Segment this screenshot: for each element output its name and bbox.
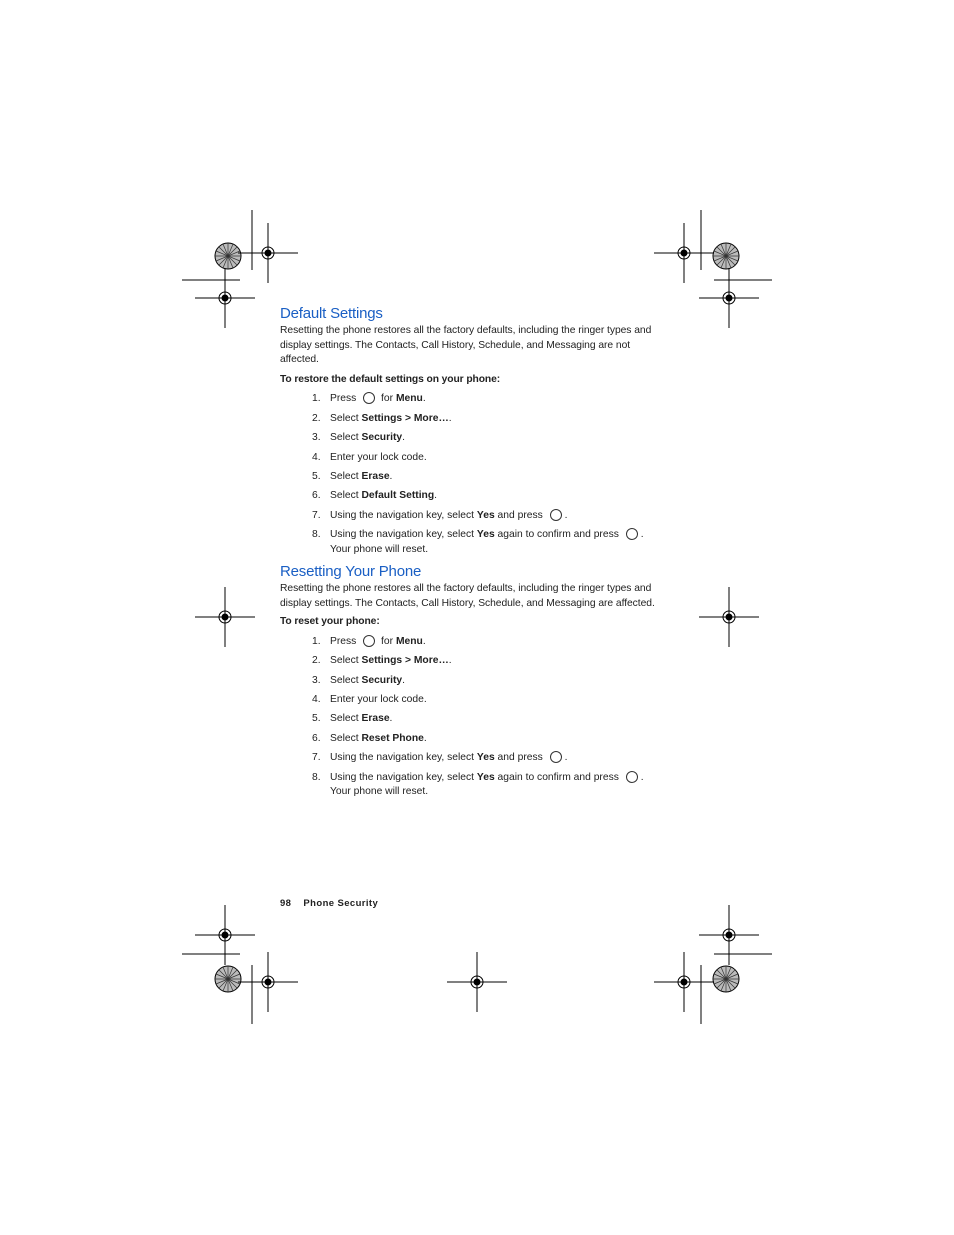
- step-number: 6.: [312, 490, 321, 502]
- ok-key-icon: [626, 771, 638, 783]
- step-text: for: [378, 635, 396, 647]
- step-text: Select: [330, 490, 362, 502]
- list-item: [280, 635, 670, 650]
- section-intro: Resetting the phone restores all the factory defaults, including the ringer types and display settings. The Contacts, Call History, Schedule, and Messaging are affected.: [280, 583, 655, 609]
- section-default-settings: [280, 304, 670, 557]
- section-title: Resetting Your Phone: [280, 563, 422, 581]
- chapter-title: Phone Security: [303, 898, 379, 909]
- step-text: Press: [330, 393, 360, 405]
- emphasis-text: Settings > More…: [361, 655, 449, 667]
- emphasis-text: Menu: [395, 635, 423, 647]
- step-number: 2.: [312, 655, 321, 667]
- page-number: 98: [280, 898, 292, 909]
- step-text: .: [402, 432, 405, 444]
- emphasis-text: Yes: [476, 529, 495, 541]
- ok-key-icon: [626, 528, 638, 540]
- step-text: Select: [330, 412, 362, 424]
- section-title: Default Settings: [280, 305, 383, 322]
- step-text: Using the navigation key, select: [330, 752, 477, 764]
- step-text: .: [423, 732, 427, 744]
- emphasis-text: Yes: [476, 509, 495, 521]
- list-item: [280, 509, 670, 524]
- step-text: .: [448, 412, 452, 424]
- step-text: again to confirm and press: [494, 771, 622, 783]
- emphasis-text: Security: [361, 432, 403, 444]
- step-text: Using the navigation key, select: [330, 509, 477, 521]
- step-number: 7.: [312, 509, 321, 521]
- list-item: [280, 528, 670, 557]
- step-text: Using the navigation key, select: [330, 771, 477, 783]
- list-item: [280, 654, 670, 669]
- step-text: .: [402, 674, 405, 686]
- menu-key-icon: [363, 392, 375, 404]
- step-text: .: [422, 635, 426, 647]
- step-text: Select: [330, 655, 362, 667]
- step-text: Using the navigation key, select: [330, 529, 477, 541]
- step-text: .: [448, 655, 452, 667]
- step-text: Select: [330, 713, 362, 725]
- list-item: [280, 392, 670, 407]
- ok-key-icon: [550, 751, 562, 763]
- page-content: [280, 304, 670, 805]
- section-intro: Resetting the phone restores all the factory defaults, including the ringer types and display settings. The Contacts, Call History, Schedule, and Messaging are not affected.: [280, 325, 652, 366]
- step-text: Enter your lock code.: [330, 451, 427, 463]
- step-number: 5.: [312, 713, 321, 725]
- step-text: .: [422, 393, 426, 405]
- step-text: and press: [494, 509, 546, 521]
- step-text: Select: [330, 432, 362, 444]
- emphasis-text: Erase: [361, 713, 390, 725]
- list-item: [280, 674, 670, 689]
- procedure-heading: To reset your phone:: [280, 616, 380, 628]
- list-item: [280, 489, 670, 504]
- list-item: [280, 712, 670, 727]
- step-text: Your phone will reset.: [330, 543, 429, 555]
- step-text: .: [564, 509, 568, 521]
- step-text: Your phone will reset.: [330, 786, 429, 798]
- step-text: Select: [330, 470, 362, 482]
- step-text: for: [378, 393, 396, 405]
- step-text: .: [564, 752, 568, 764]
- step-text: and press: [494, 752, 546, 764]
- ok-key-icon: [550, 509, 562, 521]
- emphasis-text: Yes: [476, 771, 495, 783]
- step-text: again to confirm and press: [494, 529, 622, 541]
- step-number: 4.: [312, 451, 321, 463]
- step-number: 4.: [312, 694, 321, 706]
- emphasis-text: Erase: [361, 470, 390, 482]
- emphasis-text: Menu: [395, 393, 423, 405]
- list-item: [280, 451, 670, 466]
- step-text: .: [389, 470, 393, 482]
- steps-list: [280, 635, 670, 800]
- list-item: [280, 412, 670, 427]
- step-text: .: [434, 490, 438, 502]
- list-item: [280, 732, 670, 747]
- emphasis-text: Settings > More…: [361, 412, 449, 424]
- emphasis-text: Default Setting: [361, 490, 435, 502]
- step-number: 1.: [312, 393, 321, 405]
- steps-list: [280, 392, 670, 557]
- list-item: [280, 771, 670, 800]
- step-number: 1.: [312, 635, 321, 647]
- step-number: 7.: [312, 752, 321, 764]
- emphasis-text: Reset Phone: [361, 732, 424, 744]
- step-text: Select: [330, 732, 362, 744]
- page-footer: [280, 898, 378, 909]
- section-resetting-your-phone: [280, 562, 670, 800]
- step-text: Enter your lock code.: [330, 694, 427, 706]
- list-item: [280, 751, 670, 766]
- menu-key-icon: [363, 635, 375, 647]
- list-item: [280, 470, 670, 485]
- step-number: 5.: [312, 470, 321, 482]
- step-text: Select: [330, 674, 362, 686]
- step-number: 3.: [312, 432, 321, 444]
- step-text: .: [389, 713, 393, 725]
- step-text: Press: [330, 635, 360, 647]
- step-number: 8.: [312, 771, 321, 783]
- step-number: 8.: [312, 529, 321, 541]
- step-number: 2.: [312, 412, 321, 424]
- step-text: .: [640, 529, 644, 541]
- emphasis-text: Security: [361, 674, 403, 686]
- step-number: 6.: [312, 732, 321, 744]
- list-item: [280, 431, 670, 446]
- procedure-heading: To restore the default settings on your phone:: [280, 373, 501, 385]
- emphasis-text: Yes: [476, 752, 495, 764]
- list-item: [280, 693, 670, 708]
- step-number: 3.: [312, 674, 321, 686]
- step-text: .: [640, 771, 644, 783]
